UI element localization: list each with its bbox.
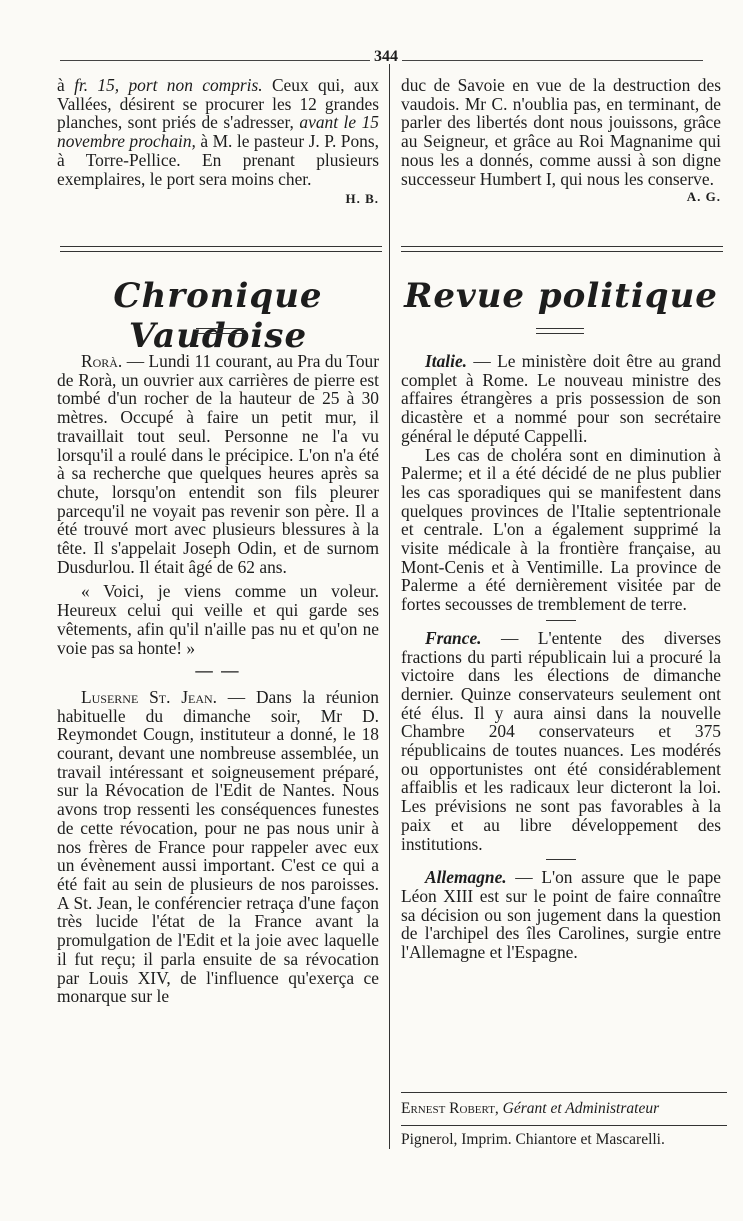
section-rule-right	[401, 246, 723, 252]
text-emphasis: avant le 15 novembre prochain,	[57, 112, 379, 152]
article-separator	[546, 620, 576, 621]
announcement-paragraph	[57, 76, 379, 188]
signature: H. B.	[345, 191, 379, 207]
section-heading: Chronique Vaudoise	[113, 276, 323, 356]
text-part: à	[57, 75, 75, 95]
manager-line	[401, 1099, 727, 1119]
article-separator	[546, 859, 576, 860]
article-separator: — —	[195, 660, 241, 681]
article-text: — Lundi 11 courant, au Pra du Tour de Rorà, un ouvrier aux carrières de pierre est tombé d'un rocher de la hauteur de 25 à 30 mètres. Occupé à faire un petit mur, il travaillait tout seul. Personne ne l'a vu lorsqu'il a roulé dans le précipice. L'on n'a été à sa recherche que quelques heures après sa chute, lorsqu'on entendit son fils pleurer parcequ'il ne voyait pas revenir son père. Il a été trouvé mort avec plusieurs blessures à la tête. Il s'appelait Joseph Odin, et de surnom Dusdurlou. Il était âgé de 62 ans.	[57, 351, 379, 577]
printer-line: Pignerol, Imprim. Chiantore et Mascarelli.	[401, 1131, 665, 1148]
article-text: Les cas de choléra sont en diminution à Palerme; et il a été décidé de ne plus publier les cas sporadiques qui se manifestent dans quelques provinces de l'Italie septentrionale et centrale. L'on a également supprimé la visite médicale à la frontière française, au Mont-Cenis et à Ventimille. La province de Palerme a été dernièrement visitée par de fortes secousses de tremblement de terre.	[401, 444, 721, 615]
article-paragraph	[401, 629, 721, 853]
right-column-body	[401, 352, 721, 962]
text-emphasis: fr. 15, port non compris.	[74, 75, 263, 95]
heading-ornament	[536, 328, 584, 334]
article-country: France.	[425, 627, 482, 648]
article-text: — Le ministère doit être au grand complet à Rome. Le nouveau ministre des affaires étrangères a pris possession de son dicastère et a nommé pour son secrétaire général le député Cappelli.	[401, 351, 721, 446]
text-part: duc de Savoie en vue de la destruction des vaudois. Mr C. n'oublia pas, en terminant, de parler des libertés dont nous jouissons, grâce au Seigneur, et grâce au Roi Magnanime qui nous les a donnés, comme aussi à son digne successeur Humbert I, qui nous les conserve.	[401, 75, 721, 189]
article-paragraph	[57, 352, 379, 576]
article-place: Luserne St. Jean.	[81, 686, 218, 707]
manager-role: Gérant et Administrateur	[502, 1100, 660, 1117]
top-left-continuation	[57, 76, 379, 209]
left-column-body	[57, 352, 379, 1006]
page-number: 344	[370, 48, 402, 66]
section-rule-left	[60, 246, 382, 252]
manager-name: Ernest Robert,	[401, 1100, 499, 1117]
article-text: — Dans la réunion habituelle du dimanche soir, Mr D. Reymondet Cougn, instituteur a donné, le 18 courant, devant une nombreuse assemblée, un travail intéressant et soigneusement préparé, sur la Révocation de l'Edit de Nantes. Nous avons trop ressenti les conséquences funestes de cette révocation, pour ne pas nous unir à nos frères de France pour rappeler avec eux un évènement aussi important. C'est ce qui a été fait au sein de plusieurs de nos paroisses. A St. Jean, le conférencier retraça d'une façon très lucide l'état de la France avant la promulgation de l'Edit et la joie avec laquelle il fut reçu; il parla ensuite de sa révocation par Louis XIV, de l'influence qu'exerça ce monarque sur le	[57, 686, 379, 1007]
article-paragraph	[57, 582, 379, 657]
imprint-rule	[401, 1092, 727, 1093]
report-paragraph	[401, 75, 721, 205]
article-country: Allemagne.	[425, 867, 507, 888]
imprint	[401, 1092, 727, 1150]
article-text: — L'on assure que le pape Léon XIII est sur le point de faire connaître sa décision ou son jugement dans la question de l'archipel des îles Carolines, surgie entre l'Allemagne et l'Espagne.	[401, 867, 721, 963]
article-paragraph	[57, 688, 379, 1006]
article-text: — L'entente des diverses fractions du parti républicain lui a procuré la victoire dans les élections de dimanche dernier. Quinze conservateurs seulement ont été élus. Il y aura ainsi dans la nouvelle Chambre 204 conservateurs et 375 républicains de toutes nuances. Les modérés ou opportunistes ont été considérablement affaiblis et les radicaux leur dicteront la loi. Les prévisions ne sont pas favorables à la paix et au libre développement des institutions.	[401, 627, 721, 854]
imprint-rule	[401, 1125, 727, 1126]
article-place: Rorà.	[81, 351, 123, 371]
article-paragraph	[401, 868, 721, 962]
column-divider	[389, 64, 390, 1149]
top-right-continuation	[401, 76, 721, 207]
section-heading: Revue politique	[404, 276, 718, 316]
text-part: à M. le pasteur J. P. Pons, à Torre-Pellice. En prenant plusieurs exemplaires, le port sera moins cher.	[57, 131, 379, 189]
signature: A. G.	[686, 189, 721, 205]
article-text: « Voici, je viens comme un voleur. Heureux celui qui veille et qui garde ses vêtements, afin qu'il n'aille pas nu et qu'on ne voie pas sa honte! »	[57, 581, 379, 658]
article-country: Italie.	[425, 351, 468, 371]
article-paragraph	[401, 446, 721, 614]
article-paragraph	[401, 352, 721, 446]
heading-ornament	[196, 328, 244, 334]
text-part: Ceux qui, aux Vallées, désirent se procurer les 12 grandes planches, sont priés de s'adresser,	[57, 75, 379, 133]
